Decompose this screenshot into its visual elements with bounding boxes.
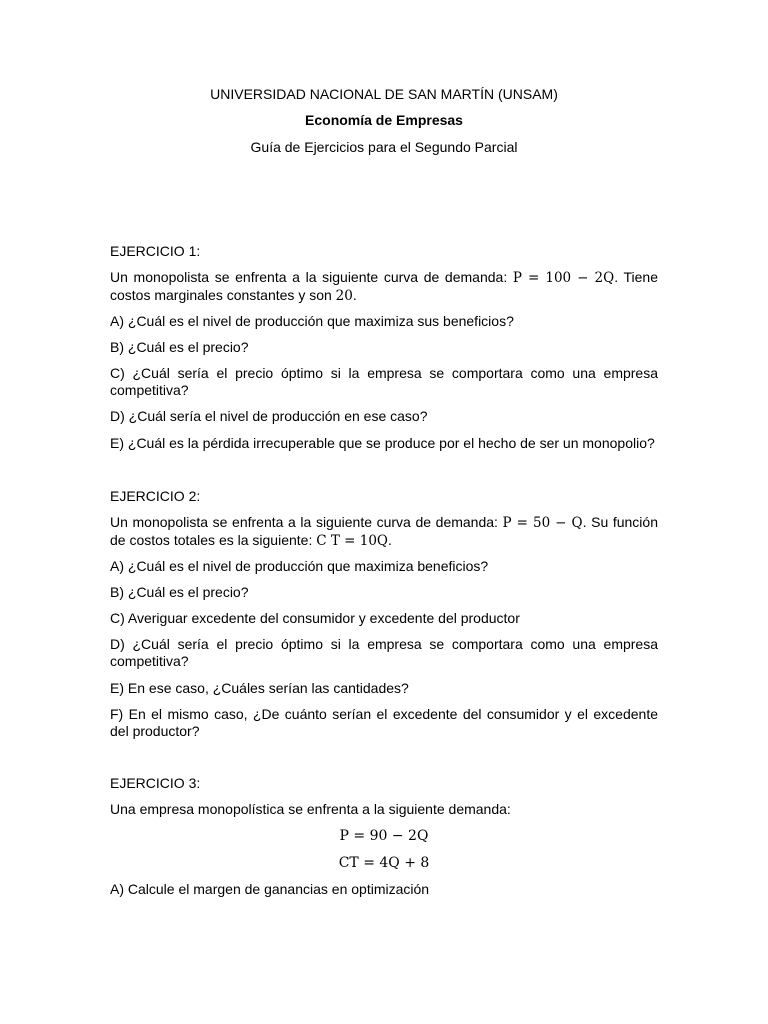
exercise-1-question-d: D) ¿Cuál sería el nivel de producción en ese caso?: [110, 408, 428, 424]
demand-equation: P = 50 − Q: [502, 515, 583, 531]
exercise-2-question-c: C) Averiguar excedente del consumidor y excedente del productor: [110, 610, 520, 626]
exercise-2-question-b: B) ¿Cuál es el precio?: [110, 584, 249, 600]
exercise-1-question-c: C) ¿Cuál sería el precio óptimo si la empresa se comportara como una empresa competitiva?: [110, 365, 658, 398]
exercise-2-question-d: D) ¿Cuál sería el precio óptimo si la empresa se comportara como una empresa competitiva?: [110, 636, 658, 669]
exercise-1-question-b: B) ¿Cuál es el precio?: [110, 339, 249, 355]
exercise-1-title: EJERCICIO 1:: [110, 243, 201, 259]
exercise-3-title: EJERCICIO 3:: [110, 775, 201, 791]
exercise-2-question-a: A) ¿Cuál es el nivel de producción que maximiza beneficios?: [110, 558, 489, 574]
guide-subtitle: Guía de Ejercicios para el Segundo Parcial: [250, 139, 518, 155]
total-cost-equation: CT = 4Q + 8: [338, 855, 430, 871]
marginal-cost-value: 20: [335, 288, 353, 304]
course-title: Economía de Empresas: [305, 112, 463, 128]
exercise-1-question-e: E) ¿Cuál es la pérdida irrecuperable que se produce por el hecho de ser un monopolio?: [110, 435, 655, 451]
exercise-3-intro: Una empresa monopolística se enfrenta a la siguiente demanda:: [110, 801, 511, 817]
exercise-2-question-e: E) En ese caso, ¿Cuáles serían las cantidades?: [110, 680, 409, 696]
exercise-1-question-a: A) ¿Cuál es el nivel de producción que maximiza sus beneficios?: [110, 313, 514, 329]
demand-equation: P = 90 − 2Q: [339, 828, 429, 844]
university-heading: UNIVERSIDAD NACIONAL DE SAN MARTÍN (UNSAM): [210, 86, 558, 102]
exercise-1-intro: Un monopolista se enfrenta a la siguiente curva de demanda: P = 100 − 2Q. Tiene costos marginales constantes y son 20.: [110, 269, 658, 304]
total-cost-equation: C T = 10Q: [316, 533, 388, 549]
exercise-2-question-f: F) En el mismo caso, ¿De cuánto serían el excedente del consumidor y el excedente del productor?: [110, 706, 658, 739]
exercise-2-title: EJERCICIO 2:: [110, 488, 201, 504]
exercise-3-question-a: A) Calcule el margen de ganancias en optimización: [110, 881, 430, 897]
exercise-2-intro: Un monopolista se enfrenta a la siguiente curva de demanda: P = 50 − Q. Su función de costos totales es la siguiente: C T = 10Q.: [110, 514, 658, 549]
demand-equation: P = 100 − 2Q: [512, 270, 615, 286]
